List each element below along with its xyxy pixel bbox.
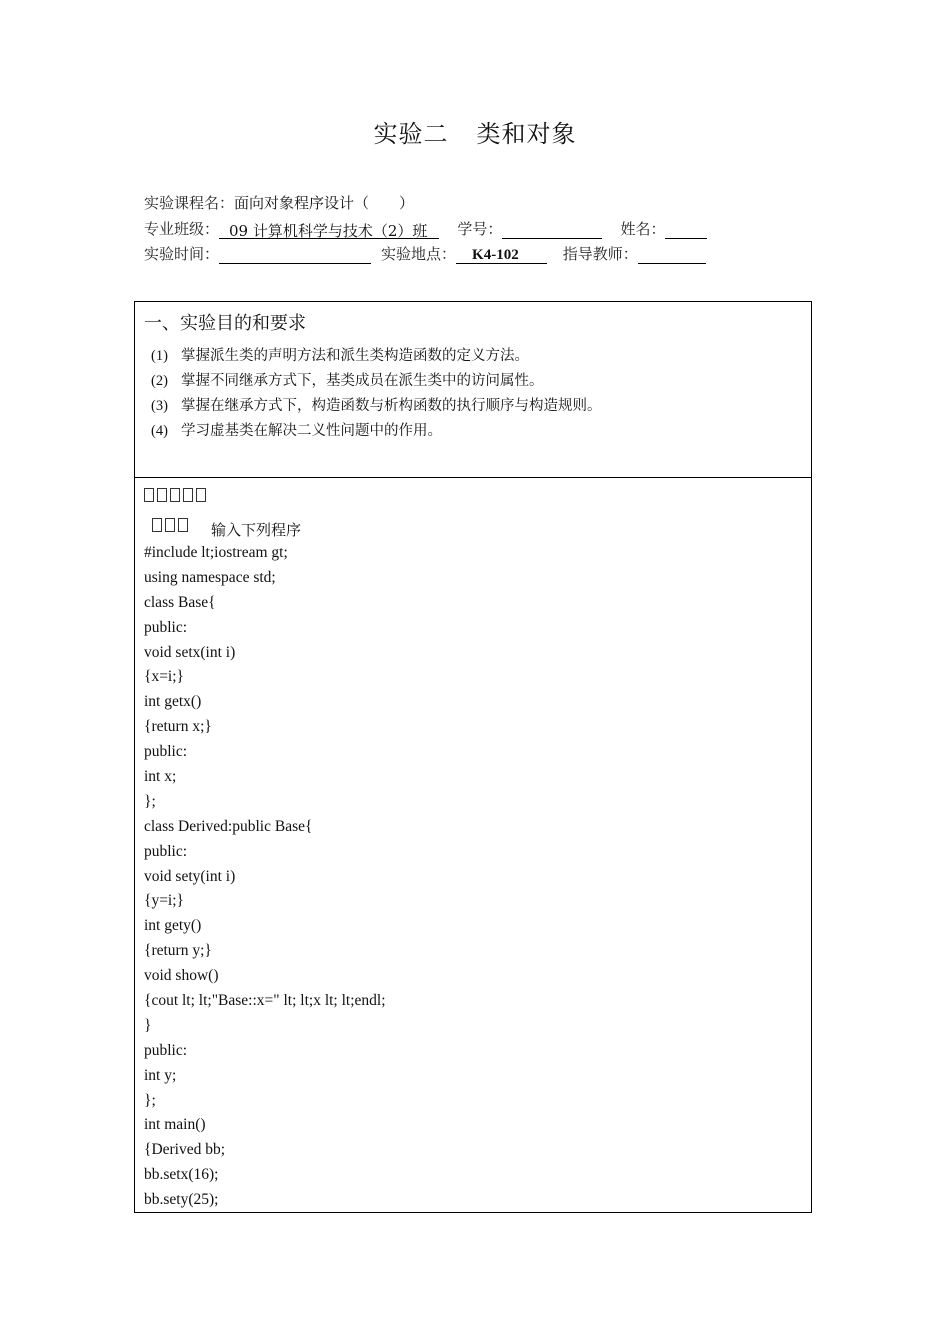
objectives-box xyxy=(134,301,812,478)
objective-text: 掌握派生类的声明方法和派生类构造函数的定义方法。 xyxy=(181,348,529,364)
place-field xyxy=(456,245,547,264)
code-line: int gety() xyxy=(144,917,202,935)
objective-text: 学习虚基类在解决二义性问题中的作用。 xyxy=(181,423,442,439)
title-experiment-number: 实验二 xyxy=(373,120,449,148)
place-label: 实验地点： xyxy=(381,245,457,263)
code-line: public: xyxy=(144,1041,188,1059)
code-line: int y; xyxy=(144,1066,177,1084)
time-field xyxy=(219,245,371,264)
code-line: {cout lt; lt;"Base::x=" lt; lt;x lt; lt;endl; xyxy=(144,992,386,1010)
code-line: class Derived:public Base{ xyxy=(144,817,313,835)
course-line xyxy=(144,192,414,213)
time-place-line xyxy=(144,243,706,264)
content-box xyxy=(134,477,812,1213)
class-line xyxy=(144,218,707,239)
code-listing xyxy=(144,541,386,1213)
code-line: void sety(int i) xyxy=(144,867,236,885)
objectives-heading: 一、实验目的和要求 xyxy=(144,313,306,334)
objective-item xyxy=(151,344,529,365)
class-label: 专业班级： xyxy=(144,220,220,238)
code-line: bb.sety(25); xyxy=(144,1191,219,1209)
code-line: int getx() xyxy=(144,693,202,711)
code-line: {return x;} xyxy=(144,718,212,736)
objective-text: 掌握在继承方式下，构造函数与析构函数的执行顺序与构造规则。 xyxy=(181,398,602,414)
class-field xyxy=(219,220,439,239)
code-line: int main() xyxy=(144,1116,206,1134)
student-no-label: 学号： xyxy=(457,220,503,238)
input-instruction: 输入下列程序 xyxy=(211,521,302,539)
objective-text: 掌握不同继承方式下，基类成员在派生类中的访问属性。 xyxy=(181,373,544,389)
student-no-field xyxy=(502,220,602,239)
code-line: }; xyxy=(144,1091,156,1109)
objective-number: (3) xyxy=(151,398,168,414)
code-line: using namespace std; xyxy=(144,568,276,586)
objective-number: (2) xyxy=(151,373,168,389)
code-line: public: xyxy=(144,743,188,761)
objective-item xyxy=(151,369,544,390)
teacher-label: 指导教师： xyxy=(562,245,638,263)
code-line: public: xyxy=(144,618,188,636)
missing-glyph-label xyxy=(152,518,191,535)
missing-glyph-heading xyxy=(144,488,209,505)
title-topic: 类和对象 xyxy=(476,120,577,148)
code-line: int x; xyxy=(144,768,177,786)
objective-item xyxy=(151,394,602,415)
objective-number: (1) xyxy=(151,348,168,364)
code-line: public: xyxy=(144,842,188,860)
code-line: {return y;} xyxy=(144,942,212,960)
page-title xyxy=(0,114,950,149)
time-label: 实验时间： xyxy=(144,245,220,263)
class-value: 09 计算机科学与技术（2）班 xyxy=(229,222,428,240)
code-line: } xyxy=(144,1016,152,1034)
code-line: class Base{ xyxy=(144,593,216,611)
code-line: {Derived bb; xyxy=(144,1141,226,1159)
course-label: 实验课程名： xyxy=(144,194,235,212)
code-line: #include lt;iostream gt; xyxy=(144,544,288,561)
course-value: 面向对象程序设计（ ） xyxy=(234,194,415,212)
code-line: {x=i;} xyxy=(144,668,184,686)
code-line: bb.setx(16); xyxy=(144,1166,219,1184)
place-value: K4-102 xyxy=(472,247,519,263)
code-line: {y=i;} xyxy=(144,892,184,910)
name-field xyxy=(665,220,707,239)
teacher-field xyxy=(638,245,706,264)
name-label: 姓名： xyxy=(620,220,666,238)
objective-number: (4) xyxy=(151,423,168,439)
code-line: void setx(int i) xyxy=(144,643,236,661)
code-line: void show() xyxy=(144,967,219,985)
code-line: }; xyxy=(144,792,156,810)
objective-item xyxy=(151,419,442,440)
